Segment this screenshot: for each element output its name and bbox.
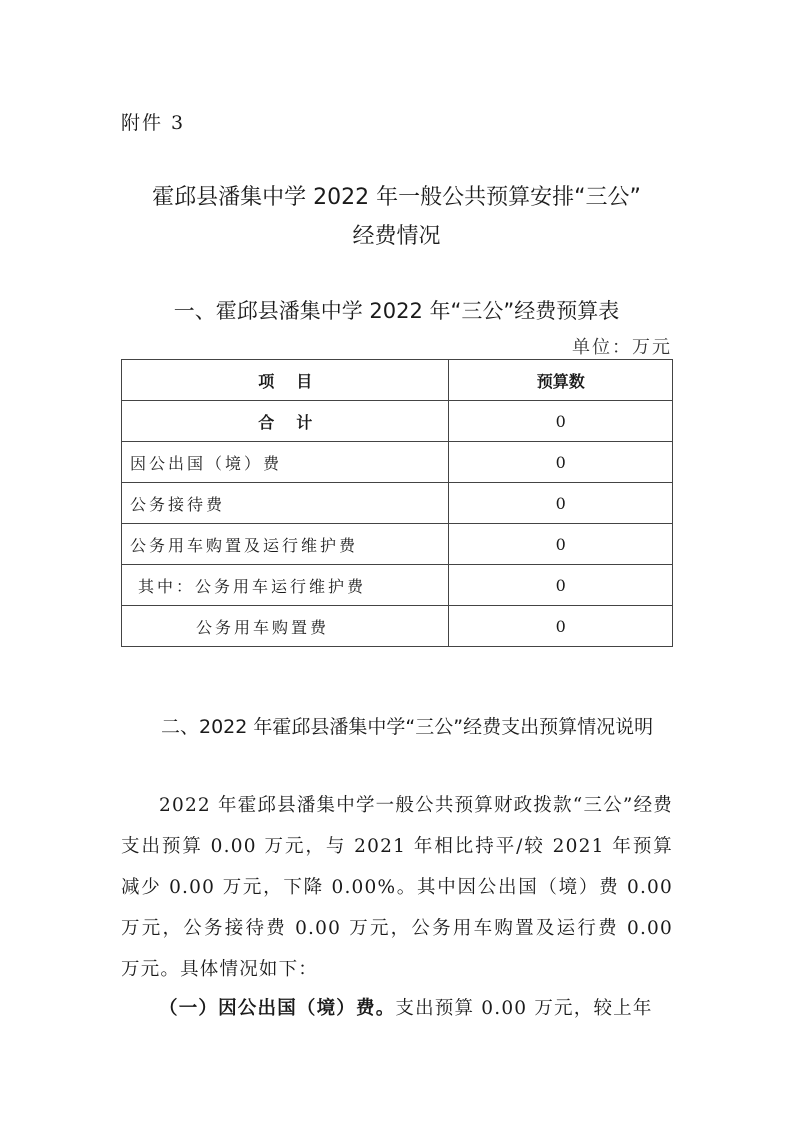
attachment-label: 附件 3 <box>121 112 186 134</box>
table-row <box>122 606 673 647</box>
section1-heading: 一、霍邱县潘集中学 2022 年“三公”经费预算表 <box>173 299 620 323</box>
table-header-row <box>122 360 673 401</box>
header-value: 预算数 <box>449 360 673 401</box>
row-label: 其中：公务用车运行维护费 <box>122 565 449 606</box>
row-value: 0 <box>449 524 673 565</box>
budget-table <box>121 359 673 647</box>
total-value: 0 <box>449 401 673 442</box>
document-title-line1: 霍邱县潘集中学 2022 年一般公共预算安排“三公” <box>152 185 641 210</box>
row-value: 0 <box>449 483 673 524</box>
row-value: 0 <box>449 442 673 483</box>
row-value: 0 <box>449 606 673 647</box>
unit-label: 单位：万元 <box>572 337 672 358</box>
section2-heading: 二、2022 年霍邱县潘集中学“三公”经费支出预算情况说明 <box>161 716 654 738</box>
row-label: 公务用车购置及运行维护费 <box>122 524 449 565</box>
row-value: 0 <box>449 565 673 606</box>
table-row <box>122 524 673 565</box>
row-label: 因公出国（境）费 <box>122 442 449 483</box>
section2-paragraph: 2022 年霍邱县潘集中学一般公共预算财政拨款“三公”经费支出预算 0.00 万元，与 2021 年相比持平/较 2021 年预算减少 0.00 万元，下降 0.00%。其中因公出国（境）费 0.00 万元，公务接待费 0.00 万元，公务用车购置及运行费 0.00 万元。具体情况如下： <box>121 795 673 980</box>
total-label: 合 计 <box>122 401 449 442</box>
table-row <box>122 442 673 483</box>
row-label: 公务接待费 <box>122 483 449 524</box>
document-title-line2: 经费情况 <box>352 224 441 249</box>
subsection1 <box>121 988 673 1029</box>
header-item: 项 目 <box>122 360 449 401</box>
table-row <box>122 483 673 524</box>
subsection1-heading: （一）因公出国（境）费。 <box>159 998 396 1019</box>
table-row <box>122 565 673 606</box>
subsection1-text: 支出预算 0.00 万元，较上年 <box>395 998 653 1019</box>
row-label: 公务用车购置费 <box>122 606 449 647</box>
table-row-total <box>122 401 673 442</box>
